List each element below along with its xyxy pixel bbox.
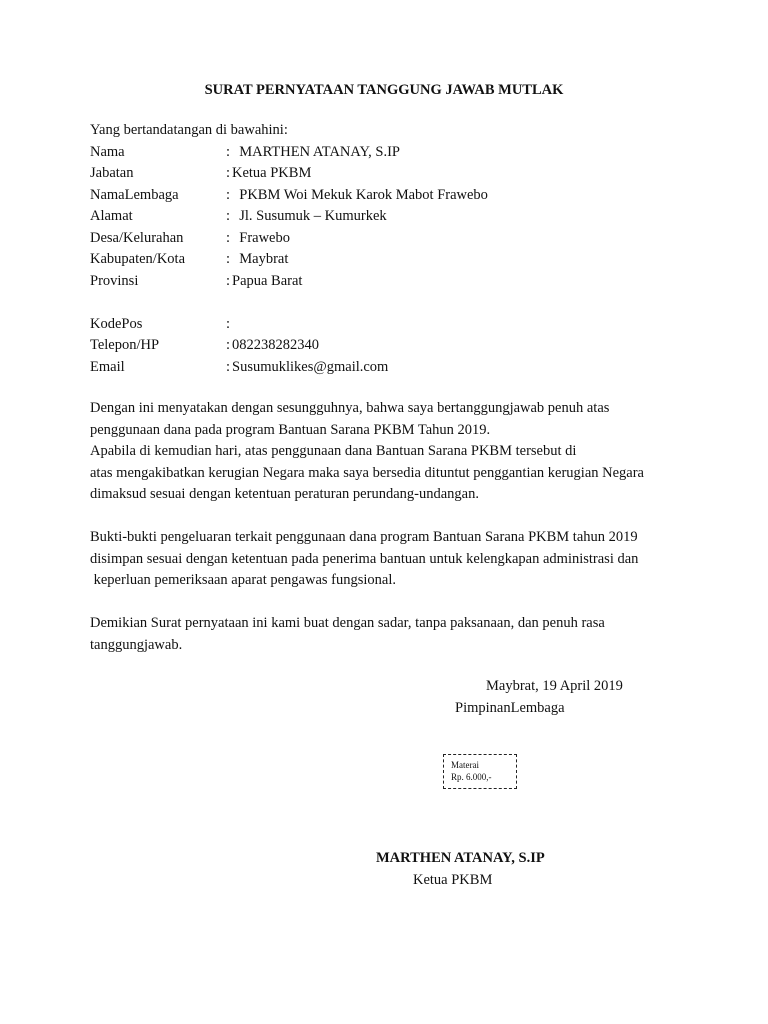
paragraph-line: tanggungjawab. (90, 636, 183, 653)
paragraph-line: Demikian Surat pernyataan ini kami buat dengan sadar, tanpa paksanaan, dan penuh rasa (90, 615, 605, 631)
field-label: Nama (90, 144, 125, 160)
field-label: NamaLembaga (90, 187, 179, 203)
paragraph-line: Bukti-bukti pengeluaran terkait penggunaan dana program Bantuan Sarana PKBM tahun 2019 (90, 529, 638, 545)
field-label: KodePos (90, 316, 143, 332)
paragraph-line: penggunaan dana pada program Bantuan Sarana PKBM Tahun 2019. (90, 421, 491, 438)
field-value: PKBM Woi Mekuk Karok Mabot Frawebo (232, 187, 488, 203)
statement-paragraph (90, 398, 690, 506)
paragraph-line: keperluan pemeriksaan aparat pengawas fungsional. (90, 572, 396, 588)
field-label: Email (90, 359, 125, 375)
field-value: Susumuklikes@gmail.com (232, 359, 389, 375)
stamp-duty-box (443, 754, 517, 789)
field-label: Kabupaten/Kota (90, 251, 186, 267)
paragraph-line: disimpan sesuai dengan ketentuan pada penerima bantuan untuk kelengkapan administrasi dan (90, 550, 639, 567)
field-separator: : (226, 230, 231, 246)
document-title: SURAT PERNYATAAN TANGGUNG JAWAB MUTLAK (204, 82, 564, 98)
field-label: Alamat (90, 208, 133, 224)
field-label: Provinsi (90, 273, 139, 289)
paragraph-line: dimaksud sesuai dengan ketentuan peraturan perundang-undangan. (90, 486, 479, 502)
signature-place-date: Maybrat, 19 April 2019 (486, 678, 623, 694)
stamp-label: Materai (451, 760, 479, 770)
field-value: Papua Barat (232, 273, 303, 289)
field-label: Telepon/HP (90, 337, 160, 353)
field-value: MARTHEN ATANAY, S.IP (232, 144, 400, 160)
closing-paragraph (90, 613, 690, 656)
paragraph-line: Apabila di kemudian hari, atas penggunaan dana Bantuan Sarana PKBM tersebut di (90, 443, 577, 459)
field-label: Jabatan (90, 165, 134, 181)
field-value: Frawebo (232, 230, 290, 246)
stamp-amount: Rp. 6.000,- (451, 772, 492, 782)
field-value: Jl. Susumuk – Kumurkek (232, 208, 387, 224)
field-separator: : (226, 187, 231, 203)
field-separator: : (226, 359, 231, 375)
field-separator: : (226, 273, 231, 289)
field-separator: : (226, 316, 231, 332)
field-value: Maybrat (232, 251, 289, 267)
signature-role: PimpinanLembaga (455, 700, 565, 716)
field-separator: : (226, 337, 231, 353)
field-separator: : (226, 144, 231, 160)
field-label: Desa/Kelurahan (90, 230, 184, 246)
field-separator: : (226, 208, 231, 224)
paragraph-line: atas mengakibatkan kerugian Negara maka saya bersedia dituntut penggantian kerugian Negara (90, 464, 644, 481)
field-separator: : (226, 251, 231, 267)
evidence-paragraph (90, 527, 690, 592)
signer-name: MARTHEN ATANAY, S.IP (376, 850, 545, 866)
field-value: Ketua PKBM (232, 165, 312, 181)
field-value: 082238282340 (232, 337, 319, 353)
paragraph-line: Dengan ini menyatakan dengan sesungguhnya, bahwa saya bertanggungjawab penuh atas (90, 400, 610, 416)
signer-title: Ketua PKBM (413, 872, 493, 888)
field-separator: : (226, 165, 231, 181)
intro-line: Yang bertandatangan di bawahini: (90, 122, 288, 138)
